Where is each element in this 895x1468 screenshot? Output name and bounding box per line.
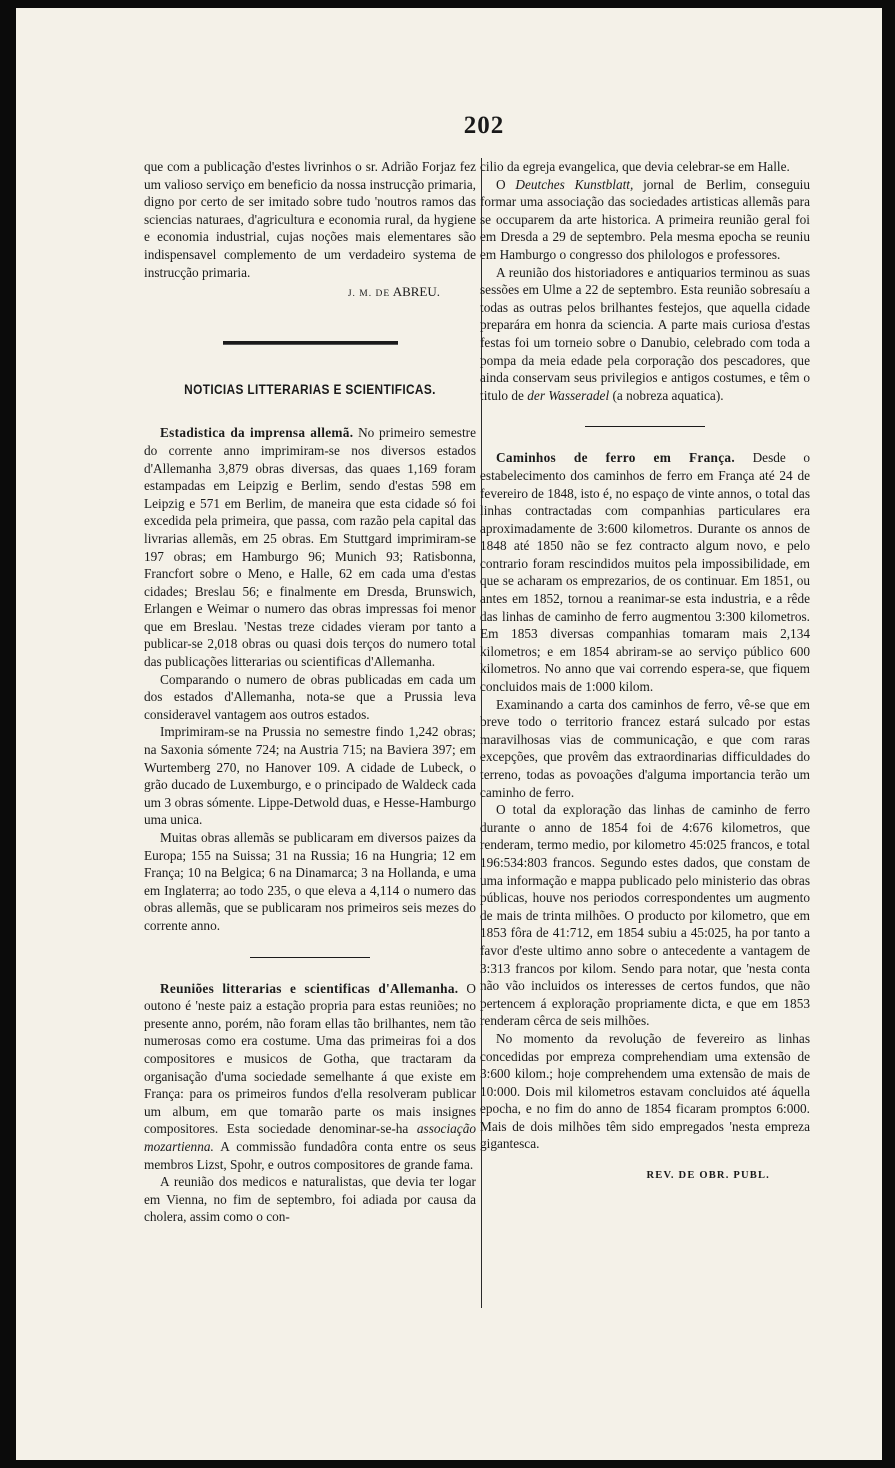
article-italic: der Wasseradel	[527, 387, 610, 403]
publication-signature: REV. DE OBR. PUBL.	[646, 1170, 770, 1182]
page-number: 202	[463, 112, 505, 139]
signature-initials: J. M. DE	[347, 289, 391, 300]
article-paragraph	[144, 424, 476, 670]
continuation-paragraph: cilio da egreja evangelica, que devia celebrar-se em Halle.	[480, 159, 790, 174]
article-italic: associação mozartienna.	[144, 1121, 476, 1154]
article-title: Estadistica da imprensa allemã.	[160, 425, 354, 441]
section-heading: NOTICIAS LITTERARIAS E SCIENTIFICAS.	[184, 381, 436, 397]
author-signature	[144, 283, 476, 304]
continuation-paragraph: que com a publicação d'estes livrinhos o sr. Adrião Forjaz fez um valioso serviço em beneficio da nossa instrucção primaria, digno por certo de ser imitado sobre tudo 'noutros ramos das sciencias naturaes, d'agricultura e economia rural, da hygiene e economia industrial, cujas noções mais elementares são indispensavel complemento de um verdadeiro systema de instrucção primaria.	[144, 159, 476, 280]
section-rule	[223, 340, 398, 345]
article-paragraph: Comparando o numero de obras publicadas em cada um dos estados d'Allemanha, nota-se que a Prussia leva consideravel vantagem aos outros estados.	[144, 671, 476, 722]
article-paragraph: Muitas obras allemãs se publicaram em diversos paizes da Europa; 155 na Suissa; 31 na Russia; 16 na Hungria; 12 em França; 10 na Belgica; 6 na Dinamarca; 3 na Hollanda, e uma em Inglaterra; ao todo 235, o que eleva a 4,114 o numero das obras allemãs, que se publicaram nos primeiros seis mezes do corrente anno.	[144, 830, 476, 933]
article-title: Caminhos de ferro em França.	[496, 450, 736, 466]
article-paragraph: No momento da revolução de fevereiro as linhas concedidas por empreza comprehendiam uma extensão de 3:600 kilom.; hoje comprehendem uma extensão de mais de 10:000. Dois mil kilometros estavam concluidos até áquella epocha, e no fim do anno de 1854 ficaram promptos 6:000. Mais de dois milhões têm sido empregados 'nesta empreza gigantesca.	[480, 1030, 810, 1152]
article-text: Desde o estabelecimento dos caminhos de ferro em França até 24 de fevereiro de 1848, isto é, no espaço de vinte annos, o total das linhas contractadas com companhias particulares era aproximadamente de 3:600 kilometros. Durante os annos de 1848 até 1850 não se fez contracto algum novo, e pelo contrario foram rescindidos muitos pela impossibilidade, em que se acharam os emprezarios, de os continuar. Em 1851, ou antes em 1852, tornou a reanimar-se esta industria, e a rêde das linhas de caminho de ferro augmentou 3:300 kilometros. Em 1853 diversas companhias tomaram mais 2,134 kilometros; e em 1854 abriram-se ao serviço público 600 kilometros. No anno que vai correndo espera-se, que fiquem concluidos mais de 1:000 kilom.	[480, 450, 811, 695]
article-text: A commissão fundadôra conta entre os seus membros Lizst, Spohr, e outros compositores de grande fama.	[144, 1138, 477, 1172]
article-italic: Deutches Kunstblatt,	[515, 176, 634, 192]
article-paragraph: Imprimiram-se na Prussia no semestre findo 1,242 obras; na Saxonia sómente 724; na Austria 715; na Baviera 397; em Wurtemberg 270, no Hanover 109. A cidade de Lubeck, o grão ducado de Luxemburgo, e o principado de Waldeck cada um 3 obras sómente. Lippe-Detwold duas, e Hesse-Hamburgo uma unica.	[144, 724, 476, 828]
page	[16, 8, 882, 1460]
article-text: No primeiro semestre do corrente anno imprimiram-se nos diversos estados d'Allemanha 3,879 obras diversas, das quaes 1,169 foram estampadas em Leipzig e Berlim, sendo d'estas 598 em Leipzig e 571 em Berlim, de maneira que esta cidade só foi excedida pela primeira, que passa, com razão pela capital das livrarias allemãs, em 25 obras. Em Stuttgard imprimiram-se 197 obras; em Hamburgo 96; Munich 93; Ratisbonna, Francfort sobre o Meno, e Halle, 62 em cada uma d'estas cidades; Breslau 56; e finalmente em Dresda, Brunswich, Erlangen e Weimar o numero das obras impressas foi menor que em Breslau. 'Nestas treze cidades vieram por tanto a publicar-se 2,018 obras ou quasi dois terços do numero total das publicações litterarias ou scientificas d'Allemanha.	[144, 425, 476, 670]
article-paragraph: A reunião dos medicos e naturalistas, que devia ter logar em Vienna, no fim de septembro, foi adiada por causa da cholera, assim como o con-	[144, 1174, 476, 1225]
article-text: O	[496, 176, 506, 192]
article-text: A reunião dos historiadores e antiquarios terminou as suas sessões em Ulme a 22 de septembro. Esta reunião sobresaíu a todas as outras pelos brilhantes festejos, que aquella cidade preparára em honra da sciencia. A parte mais curiosa d'estas festas foi um torneio sobre o Danubio, celebrado com toda a pompa da meia edade pela corporação dos pescadores, que ainda conservam seus privilegios e antigos costumes, e têm o titulo de	[480, 264, 810, 403]
article-title: Reuniões litterarias e scientificas d'Allemanha.	[160, 980, 459, 996]
article-paragraph	[144, 980, 476, 1174]
article-paragraph: O total da exploração das linhas de caminho de ferro durante o anno de 1854 foi de 4:676 kilometros, que renderam, termo medio, por kilometro 45:025 francos, e total 196:534:803 francos. Segundo estes dados, que constam de uma informação e mappa publicado pelo ministerio das obras públicas, houve nos periodos correspondentes um augmento de mais de trinta milhões. O producto por kilometro, que em 1853 fôra de 41:712, em 1854 subiu a 45:025, ha por tanto a favor d'este ultimo anno sobre o antecedente a vantagem de 3:313 francos por kilom. Sendo para notar, que 'nesta conta não vão incluidos os interesses de certos fundos, que não pertencem á exploração propriamente dicta, e que em 1853 renderam cêrca de seis milhões.	[480, 802, 810, 1029]
right-column	[480, 158, 810, 1185]
article-text: jornal de Berlim, conseguiu formar uma associação das sociedades artisticas allemãs para se occuparem da arte historica. A primeira reunião geral foi em Dresda a 29 de septembro. Pela mesma epocha se reuniu em Hamburgo o congresso dos philologos e professores.	[480, 176, 811, 262]
article-paragraph: Examinando a carta dos caminhos de ferro, vê-se que em breve todo o territorio francez estará sulcado por estas maravilhosas vias de communicação, e que com raras excepções, que provêm das extraordinarias difficuldades do terreno, todas as povoações d'alguma importancia terão um caminho de ferro.	[480, 696, 810, 800]
article-paragraph	[480, 264, 810, 405]
article-rule	[250, 957, 370, 958]
signature-name: ABREU.	[392, 284, 440, 300]
article-paragraph	[480, 176, 810, 264]
left-column	[144, 158, 476, 1226]
article-text: O outono é 'neste paiz a estação propria para estas reuniões; no presente anno, porém, não foram ellas tão brilhantes, nem tão numerosas como era costume. Uma das primeiras foi a dos compositores e musicos de Gotha, que tractaram da organisação d'uma sociedade semelhante á que existe em França: para os primeiros fundos d'ella resolveram publicar um album, em que tomarão parte os mais insignes compositores. Esta sociedade denominar-se-ha	[144, 980, 476, 1137]
article-paragraph	[480, 449, 810, 695]
article-text: (a nobreza aquatica).	[612, 387, 724, 403]
article-rule	[585, 426, 705, 427]
